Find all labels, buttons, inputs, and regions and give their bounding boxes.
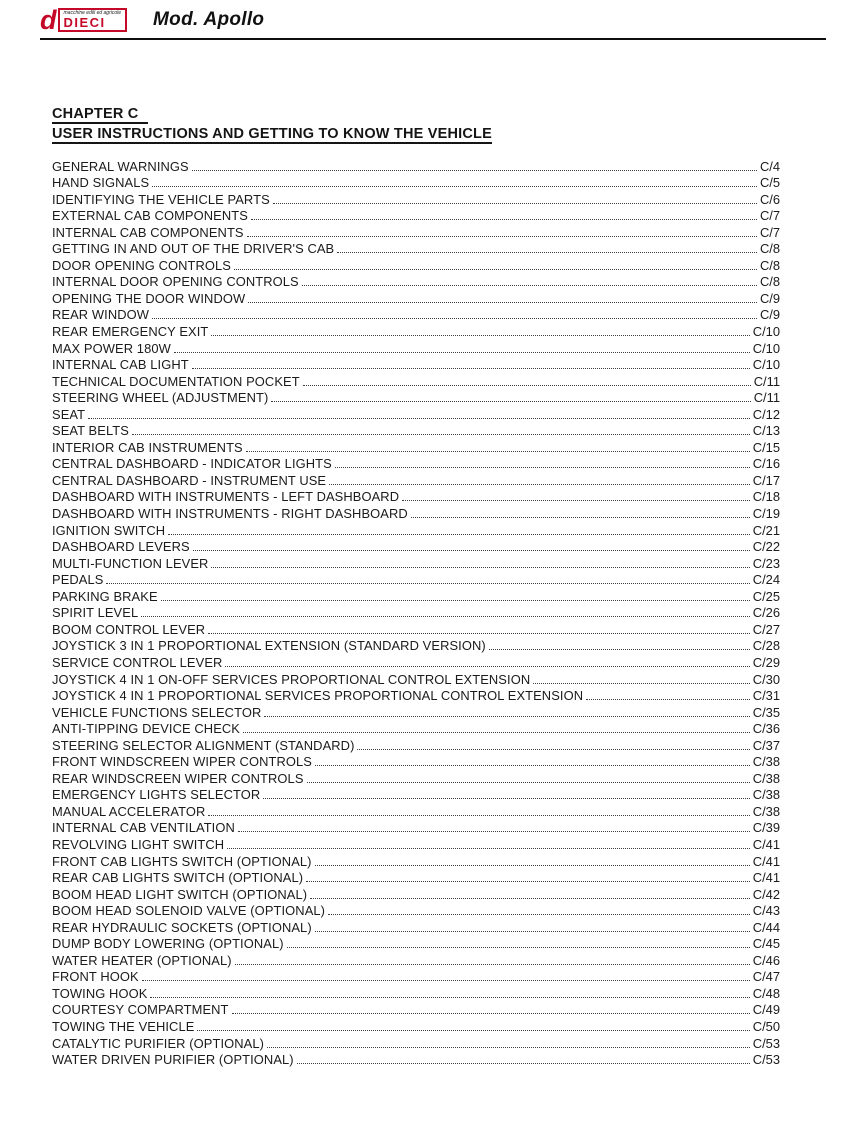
- toc-entry-title: OPENING THE DOOR WINDOW: [52, 290, 246, 306]
- toc-dot-leader: [152, 318, 757, 319]
- toc-dot-leader: [306, 881, 750, 882]
- toc-dot-leader: [303, 385, 751, 386]
- toc-dot-leader: [174, 352, 750, 353]
- toc-entry-page: C/13: [752, 423, 780, 439]
- toc-entry-page: C/37: [752, 737, 780, 753]
- toc-entry: [52, 322, 780, 339]
- toc-entry: [52, 207, 780, 224]
- toc-entry-page: C/41: [752, 853, 780, 869]
- toc-dot-leader: [232, 1013, 750, 1014]
- toc-dot-leader: [152, 186, 757, 187]
- toc-entry-page: C/39: [752, 820, 780, 836]
- toc-entry-page: C/42: [752, 886, 780, 902]
- toc-dot-leader: [251, 219, 757, 220]
- toc-dot-leader: [411, 517, 750, 518]
- toc-entry-page: C/27: [752, 621, 780, 637]
- toc-dot-leader: [337, 252, 757, 253]
- toc-dot-leader: [192, 170, 757, 171]
- table-of-contents: [52, 157, 780, 1067]
- toc-dot-leader: [168, 534, 750, 535]
- toc-entry: [52, 935, 780, 952]
- toc-entry-title: EMERGENCY LIGHTS SELECTOR: [52, 787, 261, 803]
- toc-entry-page: C/41: [752, 836, 780, 852]
- toc-entry-page: C/10: [752, 324, 780, 340]
- logo-d-glyph: d: [40, 5, 57, 36]
- toc-entry-page: C/50: [752, 1018, 780, 1034]
- toc-entry-page: C/38: [752, 803, 780, 819]
- toc-entry: [52, 984, 780, 1001]
- toc-dot-leader: [161, 600, 750, 601]
- toc-entry: [52, 521, 780, 538]
- toc-entry-title: JOYSTICK 3 IN 1 PROPORTIONAL EXTENSION (STANDARD VERSION): [52, 638, 486, 654]
- toc-entry: [52, 869, 780, 886]
- toc-entry-title: INTERNAL CAB LIGHT: [52, 357, 189, 373]
- toc-dot-leader: [234, 269, 757, 270]
- toc-entry-page: C/8: [759, 274, 780, 290]
- toc-entry-title: GETTING IN AND OUT OF THE DRIVER'S CAB: [52, 241, 335, 257]
- toc-entry: [52, 720, 780, 737]
- toc-entry-title: PEDALS: [52, 572, 104, 588]
- toc-dot-leader: [357, 749, 749, 750]
- toc-entry-title: REAR HYDRAULIC SOCKETS (OPTIONAL): [52, 919, 312, 935]
- toc-dot-leader: [315, 931, 750, 932]
- toc-entry: [52, 538, 780, 555]
- toc-entry-title: ANTI-TIPPING DEVICE CHECK: [52, 721, 241, 737]
- toc-entry-title: REAR WINDSCREEN WIPER CONTROLS: [52, 770, 304, 786]
- toc-entry: [52, 852, 780, 869]
- toc-entry-page: C/6: [759, 191, 780, 207]
- toc-entry-page: C/24: [752, 572, 780, 588]
- toc-dot-leader: [246, 451, 750, 452]
- logo-brand-text: DIECI: [63, 15, 106, 30]
- toc-entry-title: TECHNICAL DOCUMENTATION POCKET: [52, 373, 300, 389]
- toc-entry-page: C/47: [752, 969, 780, 985]
- toc-entry-page: C/30: [752, 671, 780, 687]
- toc-entry: [52, 405, 780, 422]
- toc-entry: [52, 389, 780, 406]
- toc-entry-title: COURTESY COMPARTMENT: [52, 1002, 229, 1018]
- toc-entry-title: DASHBOARD WITH INSTRUMENTS - LEFT DASHBOARD: [52, 489, 400, 505]
- toc-dot-leader: [225, 666, 749, 667]
- toc-entry: [52, 753, 780, 770]
- toc-entry-title: TOWING THE VEHICLE: [52, 1018, 195, 1034]
- toc-entry: [52, 356, 780, 373]
- toc-entry-title: CENTRAL DASHBOARD - INDICATOR LIGHTS: [52, 456, 332, 472]
- toc-entry-page: C/44: [752, 919, 780, 935]
- toc-entry-page: C/43: [752, 903, 780, 919]
- toc-entry: [52, 620, 780, 637]
- toc-entry: [52, 637, 780, 654]
- toc-entry: [52, 256, 780, 273]
- toc-dot-leader: [88, 418, 750, 419]
- toc-entry-page: C/17: [752, 472, 780, 488]
- toc-entry: [52, 455, 780, 472]
- toc-entry-page: C/48: [752, 985, 780, 1001]
- toc-dot-leader: [243, 732, 750, 733]
- toc-entry-page: C/22: [752, 539, 780, 555]
- toc-entry-title: INTERIOR CAB INSTRUMENTS: [52, 439, 243, 455]
- toc-entry-title: STEERING SELECTOR ALIGNMENT (STANDARD): [52, 737, 355, 753]
- toc-entry: [52, 240, 780, 257]
- toc-entry-title: BOOM CONTROL LEVER: [52, 621, 206, 637]
- toc-entry: [52, 819, 780, 836]
- toc-entry-title: REAR CAB LIGHTS SWITCH (OPTIONAL): [52, 870, 304, 886]
- toc-entry-page: C/10: [752, 340, 780, 356]
- toc-entry-title: IGNITION SWITCH: [52, 522, 166, 538]
- toc-entry: [52, 223, 780, 240]
- toc-entry: [52, 670, 780, 687]
- toc-entry-title: BOOM HEAD SOLENOID VALVE (OPTIONAL): [52, 903, 326, 919]
- toc-entry-title: WATER DRIVEN PURIFIER (OPTIONAL): [52, 1052, 294, 1068]
- chapter-subtitle-text: USER INSTRUCTIONS AND GETTING TO KNOW THE VEHICLE: [52, 126, 492, 142]
- toc-entry-title: VEHICLE FUNCTIONS SELECTOR: [52, 704, 262, 720]
- toc-entry: [52, 918, 780, 935]
- toc-entry: [52, 1017, 780, 1034]
- toc-entry-title: MANUAL ACCELERATOR: [52, 803, 206, 819]
- toc-dot-leader: [142, 980, 750, 981]
- toc-entry-page: C/35: [752, 704, 780, 720]
- toc-entry: [52, 736, 780, 753]
- toc-entry-title: SERVICE CONTROL LEVER: [52, 654, 223, 670]
- toc-entry-title: INTERNAL CAB COMPONENTS: [52, 224, 244, 240]
- model-title: Mod. Apollo: [153, 9, 265, 30]
- toc-dot-leader: [208, 633, 750, 634]
- toc-entry-page: C/5: [759, 175, 780, 191]
- toc-entry-title: TOWING HOOK: [52, 985, 148, 1001]
- toc-entry-title: STEERING WHEEL (ADJUSTMENT): [52, 390, 269, 406]
- toc-dot-leader: [297, 1063, 750, 1064]
- toc-dot-leader: [267, 1047, 750, 1048]
- toc-entry-title: CENTRAL DASHBOARD - INSTRUMENT USE: [52, 472, 327, 488]
- toc-entry-page: C/9: [759, 290, 780, 306]
- toc-entry-page: C/8: [759, 257, 780, 273]
- content-area: [0, 40, 866, 1067]
- toc-dot-leader: [310, 898, 750, 899]
- toc-entry-title: CATALYTIC PURIFIER (OPTIONAL): [52, 1035, 265, 1051]
- toc-entry-title: REVOLVING LIGHT SWITCH: [52, 836, 225, 852]
- toc-entry-title: BOOM HEAD LIGHT SWITCH (OPTIONAL): [52, 886, 308, 902]
- toc-dot-leader: [335, 467, 750, 468]
- toc-dot-leader: [287, 947, 750, 948]
- toc-entry-page: C/38: [752, 770, 780, 786]
- toc-entry-page: C/7: [759, 208, 780, 224]
- toc-entry-page: C/29: [752, 654, 780, 670]
- toc-dot-leader: [264, 716, 749, 717]
- toc-entry: [52, 951, 780, 968]
- toc-entry-page: C/19: [752, 506, 780, 522]
- logo-box: [58, 8, 128, 32]
- toc-entry: [52, 190, 780, 207]
- toc-entry-page: C/38: [752, 787, 780, 803]
- toc-entry-page: C/36: [752, 721, 780, 737]
- chapter-subtitle: [52, 126, 780, 144]
- toc-entry: [52, 339, 780, 356]
- toc-dot-leader: [106, 583, 749, 584]
- toc-dot-leader: [307, 782, 750, 783]
- toc-entry-page: C/18: [752, 489, 780, 505]
- toc-dot-leader: [208, 815, 749, 816]
- toc-entry-page: C/12: [752, 406, 780, 422]
- toc-dot-leader: [273, 203, 757, 204]
- toc-entry-page: C/49: [752, 1002, 780, 1018]
- toc-entry-page: C/11: [753, 373, 780, 389]
- toc-entry: [52, 968, 780, 985]
- toc-entry-page: C/41: [752, 870, 780, 886]
- toc-dot-leader: [197, 1030, 749, 1031]
- toc-entry-page: C/8: [759, 241, 780, 257]
- toc-entry: [52, 438, 780, 455]
- toc-entry-title: SEAT BELTS: [52, 423, 129, 439]
- toc-entry-title: JOYSTICK 4 IN 1 PROPORTIONAL SERVICES PROPORTIONAL CONTROL EXTENSION: [52, 688, 584, 704]
- toc-entry: [52, 174, 780, 191]
- toc-entry: [52, 769, 780, 786]
- toc-dot-leader: [132, 434, 750, 435]
- toc-entry-title: DOOR OPENING CONTROLS: [52, 257, 232, 273]
- chapter-title: [52, 106, 780, 124]
- page-header: [0, 0, 866, 38]
- toc-dot-leader: [248, 302, 757, 303]
- toc-entry-page: C/15: [752, 439, 780, 455]
- toc-entry: [52, 289, 780, 306]
- toc-entry-page: C/11: [753, 390, 780, 406]
- toc-dot-leader: [235, 964, 750, 965]
- toc-dot-leader: [238, 831, 750, 832]
- toc-entry: [52, 604, 780, 621]
- toc-entry-title: REAR EMERGENCY EXIT: [52, 324, 209, 340]
- toc-entry-title: HAND SIGNALS: [52, 175, 150, 191]
- toc-dot-leader: [271, 401, 750, 402]
- toc-entry: [52, 885, 780, 902]
- toc-dot-leader: [193, 550, 750, 551]
- toc-entry-page: C/10: [752, 357, 780, 373]
- toc-dot-leader: [586, 699, 750, 700]
- toc-dot-leader: [211, 335, 749, 336]
- toc-entry-page: C/25: [752, 588, 780, 604]
- toc-entry-title: INTERNAL CAB VENTILATION: [52, 820, 235, 836]
- toc-entry: [52, 786, 780, 803]
- toc-entry-title: GENERAL WARNINGS: [52, 158, 189, 174]
- toc-dot-leader: [141, 616, 750, 617]
- toc-entry-page: C/21: [752, 522, 780, 538]
- dieci-logo: [40, 5, 127, 36]
- toc-entry-title: DASHBOARD WITH INSTRUMENTS - RIGHT DASHBOARD: [52, 506, 408, 522]
- logo-tagline: macchine edili ed agricole: [63, 10, 122, 16]
- toc-entry: [52, 157, 780, 174]
- toc-entry-title: FRONT HOOK: [52, 969, 139, 985]
- toc-entry: [52, 902, 780, 919]
- toc-entry-page: C/53: [752, 1052, 780, 1068]
- toc-entry: [52, 835, 780, 852]
- toc-entry-page: C/23: [752, 555, 780, 571]
- toc-entry-title: SPIRIT LEVEL: [52, 605, 139, 621]
- toc-dot-leader: [329, 484, 750, 485]
- toc-dot-leader: [315, 765, 750, 766]
- toc-entry-page: C/53: [752, 1035, 780, 1051]
- toc-entry-title: REAR WINDOW: [52, 307, 150, 323]
- toc-entry-page: C/16: [752, 456, 780, 472]
- toc-entry-title: DUMP BODY LOWERING (OPTIONAL): [52, 936, 284, 952]
- toc-entry: [52, 687, 780, 704]
- toc-entry: [52, 273, 780, 290]
- toc-entry-title: EXTERNAL CAB COMPONENTS: [52, 208, 248, 224]
- toc-entry: [52, 587, 780, 604]
- chapter-title-text: CHAPTER C: [52, 106, 148, 124]
- toc-entry-title: FRONT CAB LIGHTS SWITCH (OPTIONAL): [52, 853, 312, 869]
- toc-entry: [52, 653, 780, 670]
- toc-dot-leader: [247, 236, 757, 237]
- toc-entry: [52, 554, 780, 571]
- toc-dot-leader: [533, 683, 750, 684]
- toc-entry-title: SEAT: [52, 406, 86, 422]
- toc-entry-title: JOYSTICK 4 IN 1 ON-OFF SERVICES PROPORTIONAL CONTROL EXTENSION: [52, 671, 531, 687]
- toc-entry-page: C/38: [752, 754, 780, 770]
- toc-entry: [52, 703, 780, 720]
- toc-entry-page: C/9: [759, 307, 780, 323]
- toc-entry-page: C/45: [752, 936, 780, 952]
- toc-dot-leader: [263, 798, 749, 799]
- toc-entry-page: C/7: [759, 224, 780, 240]
- toc-entry-title: DASHBOARD LEVERS: [52, 539, 190, 555]
- toc-entry: [52, 1034, 780, 1051]
- toc-entry: [52, 802, 780, 819]
- toc-entry: [52, 488, 780, 505]
- toc-entry: [52, 471, 780, 488]
- toc-dot-leader: [227, 848, 750, 849]
- toc-entry-title: FRONT WINDSCREEN WIPER CONTROLS: [52, 754, 312, 770]
- toc-entry: [52, 372, 780, 389]
- toc-dot-leader: [489, 649, 750, 650]
- toc-entry-title: MAX POWER 180W: [52, 340, 171, 356]
- toc-dot-leader: [211, 567, 749, 568]
- toc-entry-title: INTERNAL DOOR OPENING CONTROLS: [52, 274, 299, 290]
- toc-entry: [52, 422, 780, 439]
- toc-entry-page: C/46: [752, 952, 780, 968]
- toc-dot-leader: [150, 997, 749, 998]
- toc-entry-page: C/26: [752, 605, 780, 621]
- toc-dot-leader: [315, 865, 750, 866]
- toc-dot-leader: [192, 368, 750, 369]
- toc-dot-leader: [328, 914, 750, 915]
- toc-entry-page: C/31: [752, 688, 780, 704]
- toc-entry-title: MULTI-FUNCTION LEVER: [52, 555, 209, 571]
- toc-dot-leader: [402, 500, 750, 501]
- toc-entry: [52, 1001, 780, 1018]
- toc-entry: [52, 504, 780, 521]
- toc-entry: [52, 1051, 780, 1068]
- toc-entry: [52, 571, 780, 588]
- toc-dot-leader: [302, 285, 757, 286]
- toc-entry-page: C/28: [752, 638, 780, 654]
- toc-entry-title: WATER HEATER (OPTIONAL): [52, 952, 232, 968]
- toc-entry-title: IDENTIFYING THE VEHICLE PARTS: [52, 191, 270, 207]
- toc-entry: [52, 306, 780, 323]
- toc-entry-title: PARKING BRAKE: [52, 588, 158, 604]
- toc-entry-page: C/4: [759, 158, 780, 174]
